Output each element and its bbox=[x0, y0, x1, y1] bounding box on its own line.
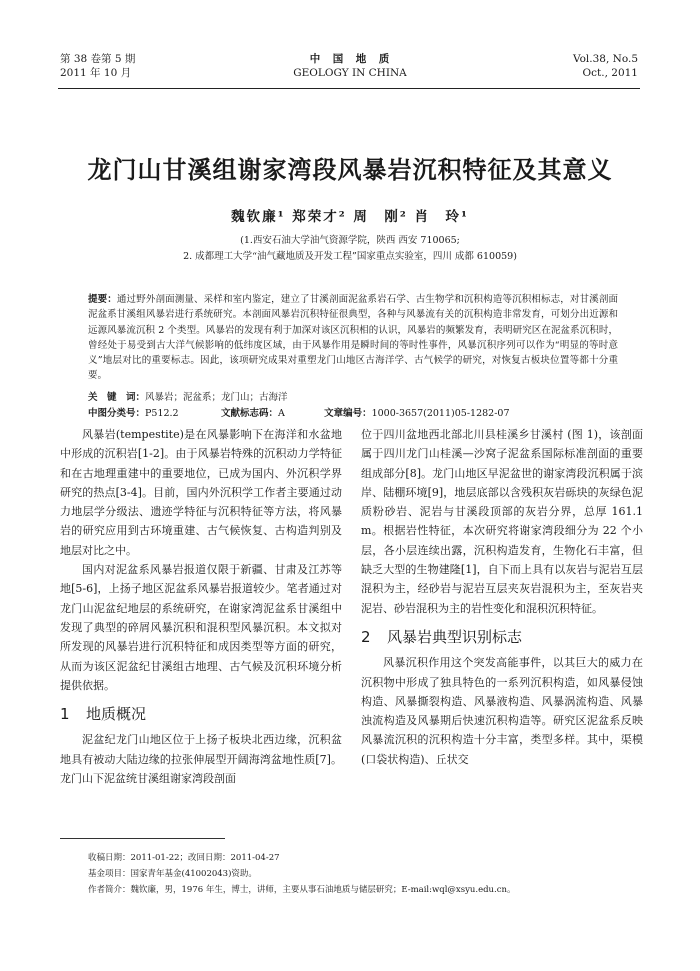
keywords-text: 风暴岩；泥盆系；龙门山；古海洋 bbox=[145, 392, 288, 403]
body-left-column bbox=[60, 425, 342, 788]
classification-line bbox=[88, 406, 618, 421]
paper-title: 龙门山甘溪组谢家湾段风暴岩沉积特征及其意义 bbox=[87, 156, 613, 184]
article-label: 文章编号： bbox=[324, 408, 372, 419]
journal-name-cn: 中 国 地 质 bbox=[309, 53, 391, 65]
publication-date: 2011 年 10 月 bbox=[60, 67, 132, 79]
doc-value: A bbox=[278, 408, 285, 419]
section-heading-2 bbox=[361, 628, 643, 647]
paragraph: 风暴岩(tempestite)是在风暴影响下在海洋和水盆地中形成的沉积岩[1-2]。由于风暴岩特殊的沉积动力学特征和在古地理重建中的重要地位，已成为国内、外沉积学界研究的热点[3-4]。目前，国内外沉积学工作者主要通过动力地层学分级法、遗迹学特征与沉积特征等方法，将风暴岩的研究应用到古环境重建、古气候恢复、古构造判别及地层对比之中。 bbox=[60, 428, 342, 557]
article-value: 1000-3657(2011)05-1282-07 bbox=[371, 408, 510, 419]
paragraph: 风暴沉积作用这个突发高能事件，以其巨大的威力在沉积物中形成了独具特色的一系列沉积构造，如风暴侵蚀构造、风暴撕裂构造、风暴液构造、风暴涡流构造、风暴浊流构造及风暴期后快速沉积构造等。研究区泥盆系反映风暴流沉积的沉积构造十分丰富，类型多样。其中，渠模(口袋状构造)、丘状交 bbox=[361, 656, 643, 766]
paragraph: 国内对泥盆系风暴岩报道仅限于新疆、甘肃及江苏等地[5-6]，上扬子地区泥盆系风暴岩报道较少。笔者通过对龙门山泥盆纪地层的系统研究，在谢家湾泥盆系甘溪组中发现了典型的碎屑风暴沉积和混积型风暴沉积。本文拟对所发现的风暴岩进行沉积特征和成因类型等方面的研究，从而为该区泥盆纪甘溪组古地理、古气候及沉积环境分析提供依据。 bbox=[60, 563, 342, 692]
received-date: 收稿日期：2011-01-22；改回日期：2011-04-27 bbox=[88, 853, 280, 863]
publication-date-en: Oct., 2011 bbox=[582, 67, 638, 79]
section-heading-1 bbox=[60, 705, 342, 724]
abstract bbox=[88, 292, 618, 384]
affiliation-1: (1.西安石油大学油气资源学院，陕西 西安 710065; bbox=[240, 235, 460, 246]
volume-issue-en: Vol.38, No.5 bbox=[572, 53, 638, 65]
journal-name bbox=[250, 52, 450, 80]
doc-label: 文献标志码： bbox=[221, 408, 279, 419]
paragraph: 泥盆纪龙门山地区位于上扬子板块北西边缘，沉积盆地具有被动大陆边缘的拉张伸展型开阔海湾盆地性质[7]。龙门山下泥盆统甘溪组谢家湾段剖面 bbox=[60, 733, 342, 786]
fund-info: 基金项目：国家青年基金(41002043)资助。 bbox=[88, 869, 257, 879]
journal-volume-en bbox=[573, 52, 638, 80]
cls-label: 中图分类号： bbox=[88, 408, 146, 419]
footnote-divider bbox=[60, 838, 225, 839]
volume-issue: 第 38 卷第 5 期 bbox=[60, 53, 136, 65]
keywords-label: 关 键 词： bbox=[88, 392, 146, 403]
abstract-label: 提要： bbox=[88, 294, 117, 305]
footnotes bbox=[88, 850, 628, 898]
affiliation-2: 2. 成都理工大学“油气藏地质及开发工程”国家重点实验室，四川 成都 610059) bbox=[183, 251, 517, 262]
abstract-text: 通过野外剖面测量、采样和室内鉴定，建立了甘溪剖面泥盆系岩石学、古生物学和沉积构造等沉积相标志，对甘溪剖面泥盆系甘溪组风暴岩进行系统研究。本剖面风暴岩沉积特征很典型，各种与风暴流有关的沉积构造非常发育，可划分出近源和远源风暴流沉积 2 个类型。风暴岩的发现有利于加深对该区沉积相的认识，风暴岩的频繁发育，表明研究区在泥盆系沉积时，曾经处于易受到古大洋气候影响的低纬度区域，由于风暴作用是瞬时间的等时性事件，风暴沉积序列可以作为“明显的等时意义”地层对比的重要标志。因此，该项研究成果对重塑龙门山地区古海洋学、古气候学的研究，对恢复古板块位置等都十分重要。 bbox=[88, 294, 618, 382]
paper-authors: 魏钦廉¹ 郑荣才² 周 刚² 肖 玲¹ bbox=[231, 209, 469, 225]
section-number: 1 bbox=[60, 705, 70, 724]
paragraph: 位于四川盆地西北部北川县桂溪乡甘溪村 (图 1)，该剖面属于四川龙门山桂溪—沙窝子泥盆系国际标准剖面的重要组成部分[8]。龙门山地区早泥盆世的谢家湾段沉积属于滨岸、陆棚环境[9]，地层底部以含残积灰岩砾块的灰绿色泥质粉砂岩、泥岩与甘溪段顶部的灰岩分界，总厚 161.1 m。根据岩性特征，本次研究将谢家湾段细分为 22 个小层，各小层连续出露，沉积构造发育，生物化石丰富，但缺乏大型的生物建隆[1]，自下而上具有以灰岩与泥岩互层混积为主，经砂岩与泥岩互层夹灰岩混积为主，至灰岩夹泥岩、砂岩混积为主的岩性变化和混积沉积特征。 bbox=[361, 428, 643, 615]
body-right-column bbox=[361, 425, 643, 769]
cls-value: P512.2 bbox=[145, 408, 179, 419]
header-divider bbox=[58, 88, 640, 89]
journal-volume bbox=[60, 52, 135, 80]
section-number: 2 bbox=[361, 627, 371, 646]
section-title: 风暴岩典型识别标志 bbox=[387, 627, 523, 646]
author-bio: 作者简介：魏钦廉，男，1976 年生，博士，讲师，主要从事石油地质与储层研究；E-mail:wql@xsyu.edu.cn。 bbox=[88, 885, 516, 895]
section-title: 地质概况 bbox=[86, 705, 147, 724]
journal-name-en: GEOLOGY IN CHINA bbox=[293, 67, 407, 79]
keywords bbox=[88, 390, 618, 405]
affiliations bbox=[60, 233, 640, 265]
